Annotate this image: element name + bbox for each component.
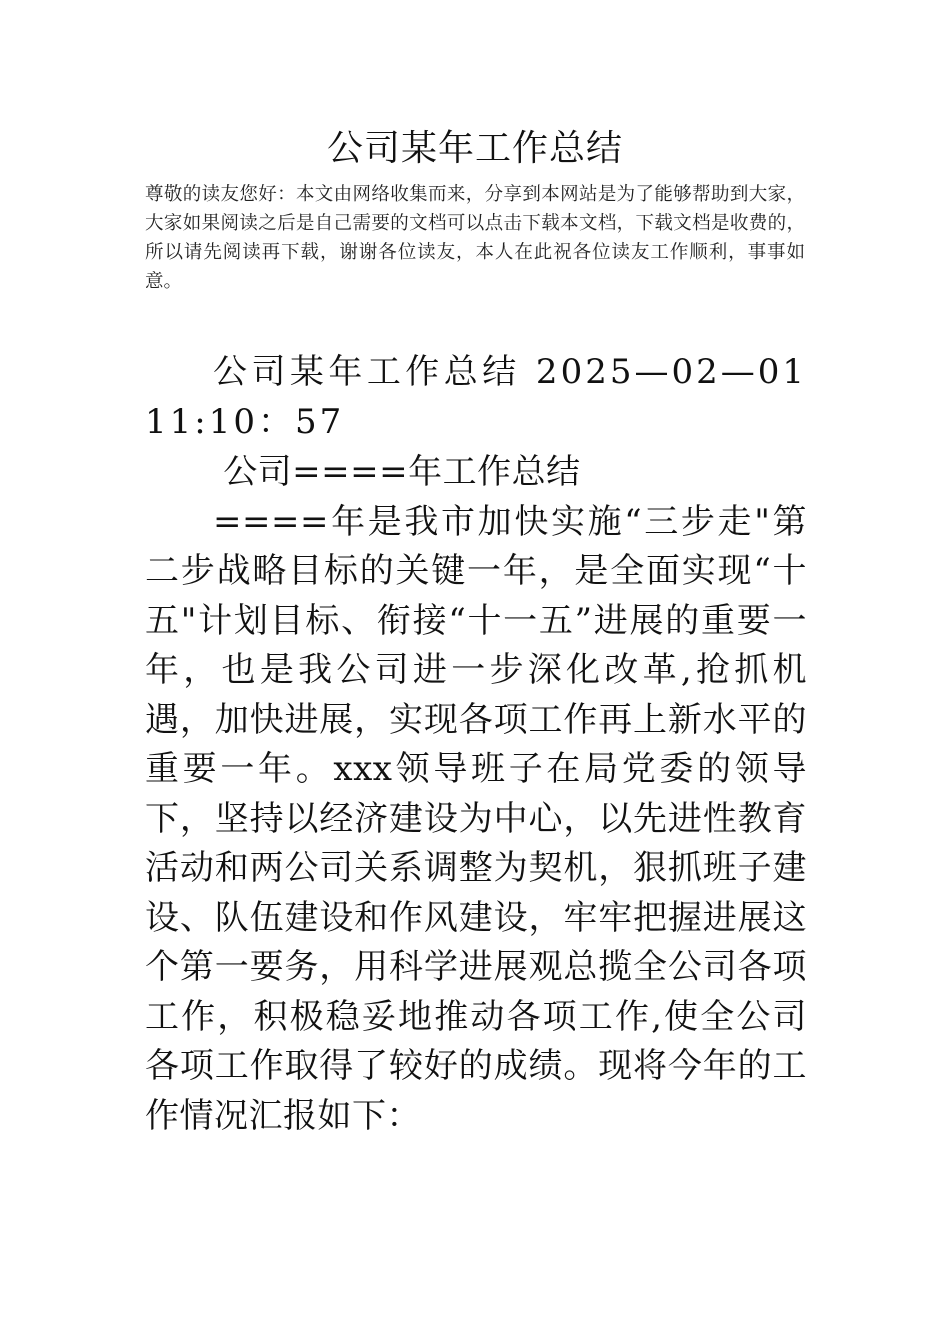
document-title: 公司某年工作总结 (326, 128, 623, 169)
document-body (145, 348, 807, 1141)
reader-notice: 尊敬的读友您好：本文由网络收集而来，分享到本网站是为了能够帮助到大家，大家如果阅读之后是自己需要的文档可以点击下载本文档，下载文档是收费的，所以请先阅读再下载，谢谢各位读友，本人在此祝各位读友工作顺利，事事如意。 (145, 184, 805, 292)
main-paragraph: ====年是我市加快实施“三步走"第二步战略目标的关键一年，是全面实现“十五"计划目标、衔接“十一五”进展的重要一年，也是我公司进一步深化改革,抢抓机遇，加快进展，实现各项工作再上新水平的重要一年。xxx领导班子在局党委的领导下，坚持以经济建设为中心，以先进性教育活动和两公司关系调整为契机，狠抓班子建设、队伍建设和作风建设，牢牢把握进展这个第一要务，用科学进展观总揽全公司各项工作，积极稳妥地推动各项工作,使全公司各项工作取得了较好的成绩。现将今年的工作情况汇报如下： (145, 501, 807, 1136)
heading-with-date: 公司某年工作总结 2025—02—01 11:10：57 (145, 352, 807, 442)
subheading: 公司====年工作总结 (223, 452, 581, 492)
